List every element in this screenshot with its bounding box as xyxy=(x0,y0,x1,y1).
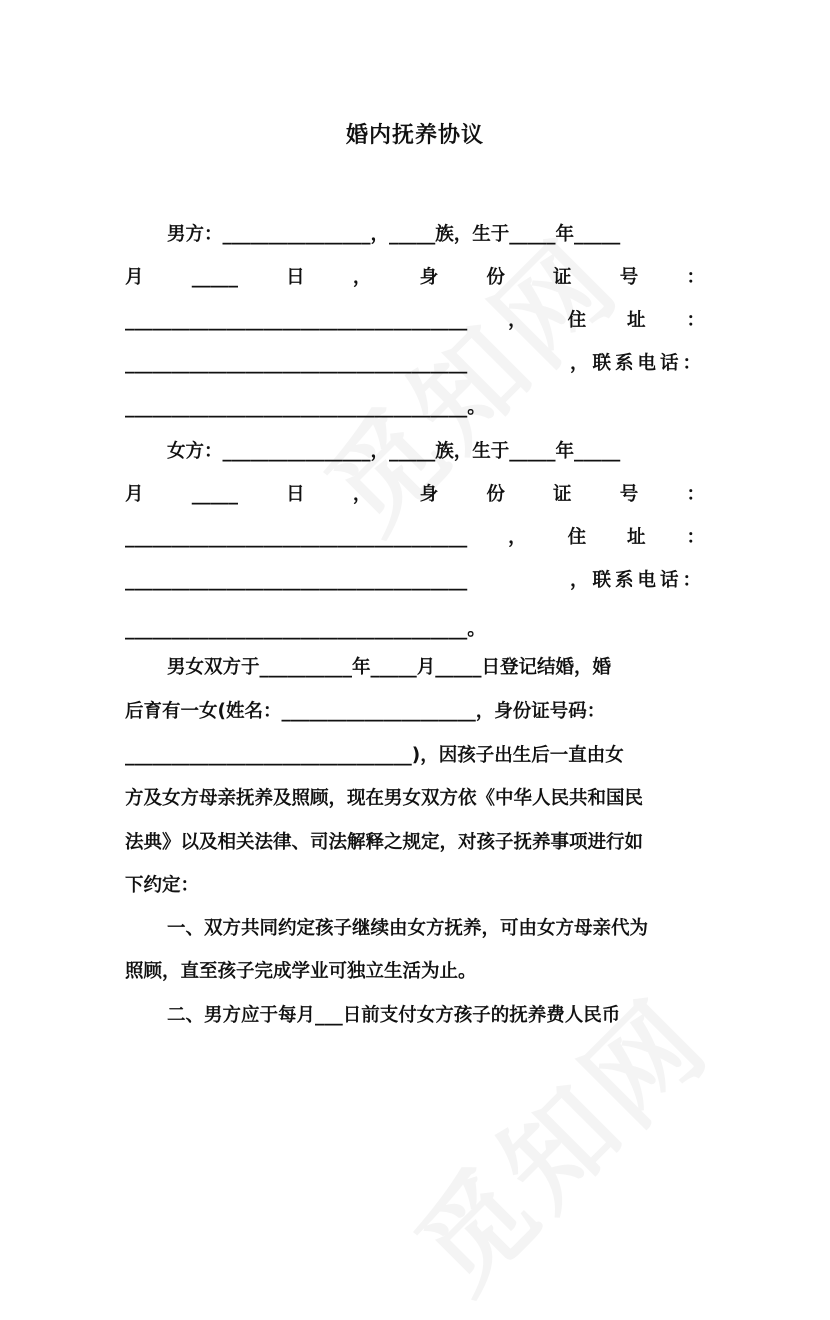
marriage-line-3: _______________________________)，因孩子出生后一直由女 xyxy=(125,745,624,766)
male-line-3: _____________________________________ ， 住 址 ： xyxy=(125,310,705,331)
female-line-5: _____________________________________。 xyxy=(125,619,486,640)
marriage-line-2: 后育有一女(姓名：_____________________，身份证号码： xyxy=(125,701,606,722)
marriage-line-1: 男女双方于__________年_____月_____日登记结婚，婚 xyxy=(167,657,612,678)
male-line-5: _____________________________________。 xyxy=(125,397,486,418)
clause-2-line-1: 二、男方应于每月___日前支付女方孩子的抚养费人民币 xyxy=(167,1005,621,1026)
male-line-2: 月 _____ 日 ， 身 份 证 号 ： xyxy=(125,267,705,288)
document-title: 婚内抚养协议 xyxy=(345,123,484,148)
female-line-1: 女方：________________，_____族，生于_____年_____ xyxy=(167,441,621,462)
marriage-line-6: 下约定： xyxy=(125,875,200,896)
clause-1-line-1: 一、双方共同约定孩子继续由女方抚养，可由女方母亲代为 xyxy=(167,918,649,939)
female-line-4: _____________________________________ ，联系电话： xyxy=(125,570,705,591)
clause-1-line-2: 照顾，直至孩子完成学业可独立生活为止。 xyxy=(125,961,477,982)
marriage-line-4: 方及女方母亲抚养及照顾，现在男女双方依《中华人民共和国民 xyxy=(125,788,644,809)
marriage-line-5: 法典》以及相关法律、司法解释之规定，对孩子抚养事项进行如 xyxy=(125,832,644,853)
male-line-1: 男方：________________，_____族，生于_____年_____ xyxy=(167,224,621,245)
female-line-2: 月 _____ 日 ， 身 份 证 号 ： xyxy=(125,484,705,505)
male-line-4: _____________________________________ ，联系电话： xyxy=(125,353,705,374)
female-line-3: _____________________________________ ， 住 址 ： xyxy=(125,527,705,548)
